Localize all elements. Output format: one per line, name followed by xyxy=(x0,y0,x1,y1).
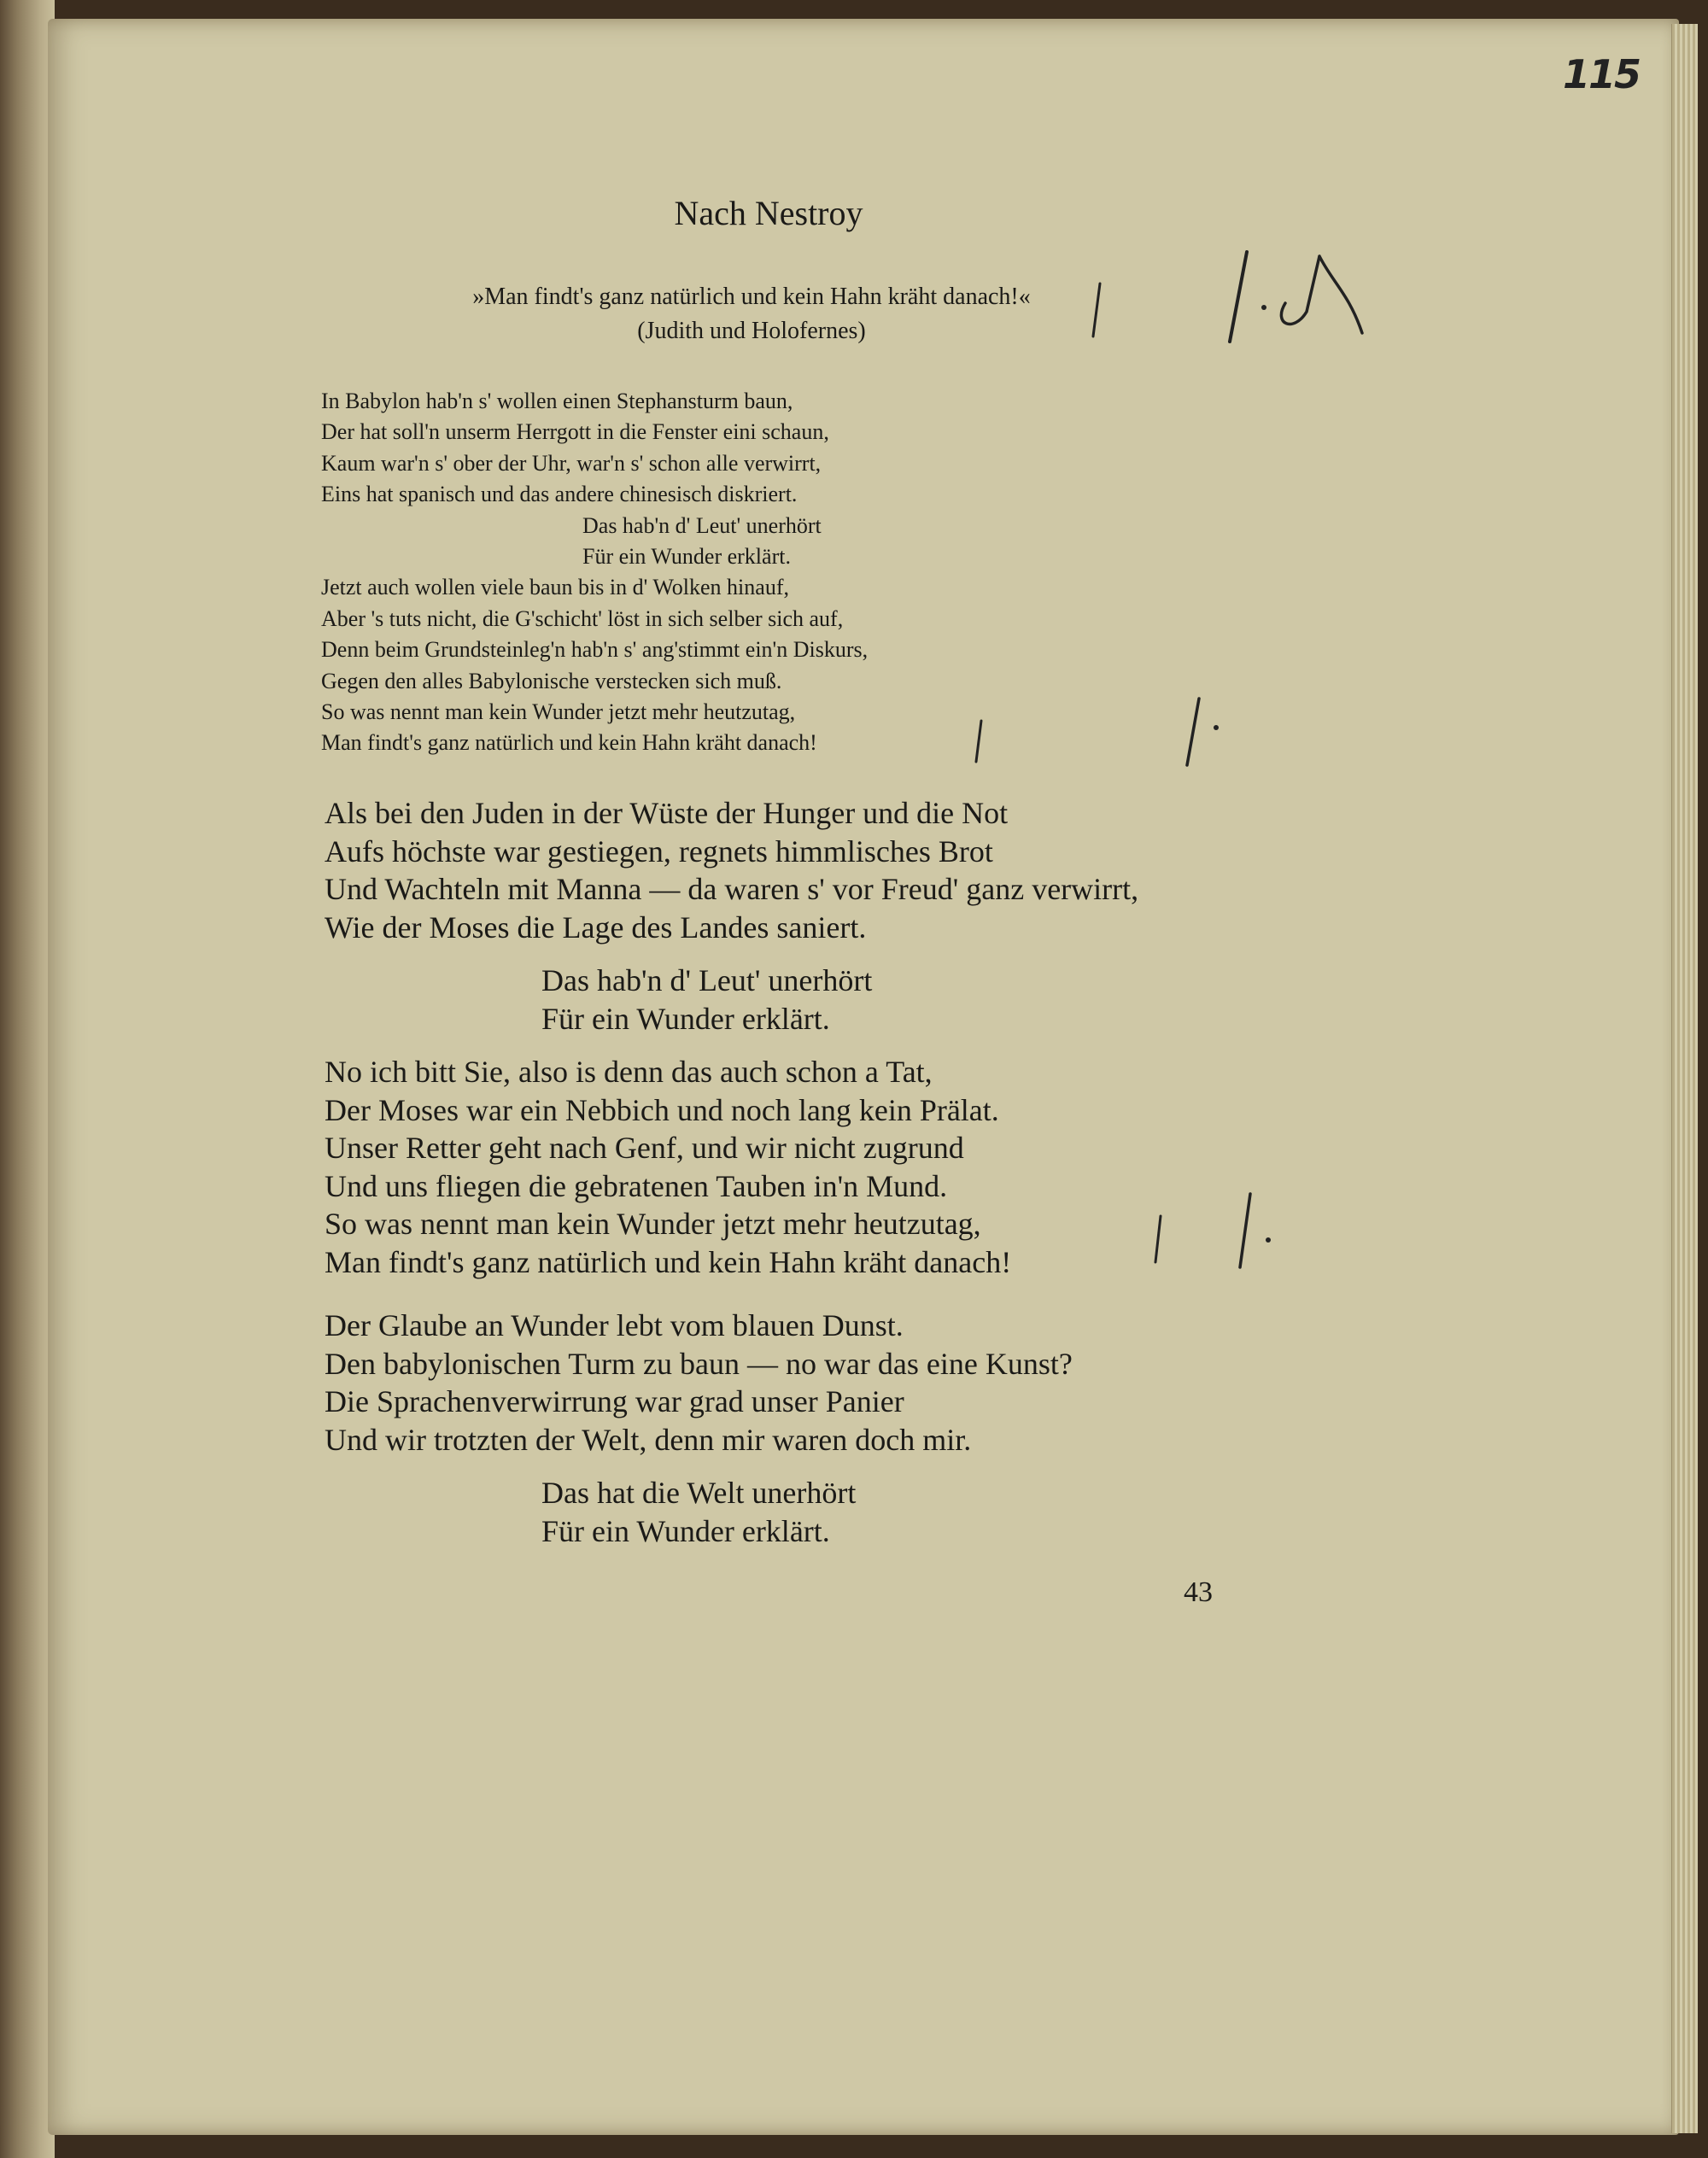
verse-line: Man findt's ganz natürlich und kein Hahn kräht danach! xyxy=(325,1244,1012,1279)
refrain-line: Das hab'n d' Leut' unerhört xyxy=(582,512,822,538)
verse-line: So was nennt man kein Wunder jetzt mehr heutzutag, xyxy=(325,1207,981,1241)
verse-line: Wie der Moses die Lage des Landes saniert. xyxy=(325,909,867,944)
verse-line: No ich bitt Sie, also is denn das auch schon a Tat, xyxy=(325,1055,933,1089)
stanza-main xyxy=(325,1307,1264,1550)
verse-line: Eins hat spanisch und das andere chinesisch diskriert. xyxy=(321,482,798,507)
verse-line: Man findt's ganz natürlich und kein Hahn kräht danach! xyxy=(321,730,817,756)
refrain-line: Für ein Wunder erklärt. xyxy=(582,544,791,570)
verse-line: Kaum war'n s' ober der Uhr, war'n s' schon alle verwirrt, xyxy=(321,450,822,476)
motto xyxy=(376,280,1127,348)
verse-line: Unser Retter geht nach Genf, und wir nicht zugrund xyxy=(325,1131,964,1165)
refrain-line: Für ein Wunder erklärt. xyxy=(541,1001,830,1036)
verse-line: Und wir trotzten der Welt, denn mir waren doch mir. xyxy=(325,1422,972,1457)
motto-quote: »Man findt's ganz natürlich und kein Hahn kräht danach!« xyxy=(472,284,1031,310)
verse-line: Gegen den alles Babylonische verstecken sich muß. xyxy=(321,668,782,693)
pencil-insertion-mark xyxy=(1085,280,1110,340)
refrain-line: Das hat die Welt unerhört xyxy=(541,1476,857,1510)
verse-line: Und Wachteln mit Manna — da waren s' vor Freud' ganz verwirrt, xyxy=(325,872,1139,906)
pencil-insertion-mark xyxy=(970,717,987,765)
motto-source: (Judith und Holofernes) xyxy=(637,318,866,344)
verse-line: Den babylonischen Turm zu baun — no war das eine Kunst? xyxy=(325,1346,1073,1381)
pencil-annotation-mark xyxy=(1179,693,1230,770)
book-spine xyxy=(0,0,55,2158)
pencil-annotation-mark xyxy=(1230,1189,1281,1274)
verse-line: Aufs höchste war gestiegen, regnets himmlisches Brot xyxy=(325,833,993,868)
verse-line: Als bei den Juden in der Wüste der Hunger und die Not xyxy=(325,796,1009,830)
poem-title: Nach Nestroy xyxy=(674,194,863,232)
pencil-annotation-mark xyxy=(1221,243,1375,354)
page-number: 43 xyxy=(1184,1576,1213,1608)
verse-line: Denn beim Grundsteinleg'n hab'n s' ang'stimmt ein'n Diskurs, xyxy=(321,637,869,663)
verse-line: Die Sprachenverwirrung war grad unser Panier xyxy=(325,1384,904,1418)
verse-line: Und uns fliegen die gebratenen Tauben in'n Mund. xyxy=(325,1168,948,1203)
pencil-insertion-mark xyxy=(1149,1213,1167,1267)
verse-line: Aber 's tuts nicht, die G'schicht' löst in sich selber sich auf, xyxy=(321,605,844,631)
verse-line: Der Glaube an Wunder lebt vom blauen Dunst. xyxy=(325,1308,904,1342)
verse-line: Der hat soll'n unserm Herrgott in die Fenster eini schaun, xyxy=(321,419,829,445)
refrain-line: Für ein Wunder erklärt. xyxy=(541,1513,830,1548)
stanza-small-print xyxy=(321,386,1090,759)
page-edges xyxy=(1671,24,1698,2133)
verse-line: Jetzt auch wollen viele baun bis in d' Wolken hinauf, xyxy=(321,575,789,600)
refrain-line: Das hab'n d' Leut' unerhört xyxy=(541,963,873,997)
verse-line: Der Moses war ein Nebbich und noch lang kein Prälat. xyxy=(325,1092,999,1127)
verse-line: In Babylon hab'n s' wollen einen Stephansturm baun, xyxy=(321,389,793,413)
stanza-main xyxy=(325,794,1264,1281)
handwritten-folio-number: 115 xyxy=(1563,51,1641,97)
verse-line: So was nennt man kein Wunder jetzt mehr heutzutag, xyxy=(321,699,796,725)
